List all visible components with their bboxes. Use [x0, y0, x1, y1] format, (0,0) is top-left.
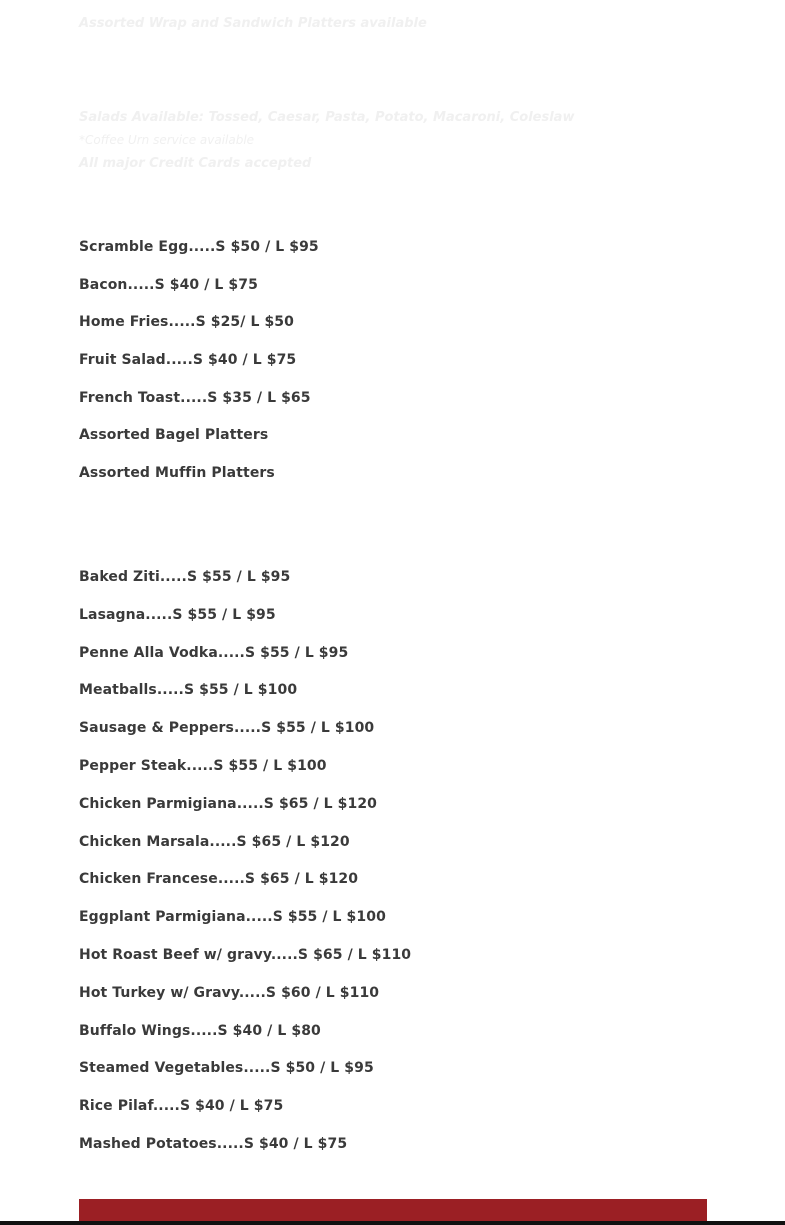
menu-item: Pepper Steak.....S $55 / L $100: [79, 757, 327, 774]
menu-item: Fruit Salad.....S $40 / L $75: [79, 352, 297, 369]
menu-item: Buffalo Wings.....S $40 / L $80: [79, 1022, 321, 1039]
entree-menu-list: [79, 567, 411, 1172]
menu-item: Home Fries.....S $25/ L $50: [79, 314, 294, 331]
menu-item: Chicken Parmigiana.....S $65 / L $120: [79, 795, 378, 812]
menu-item: Lasagna.....S $55 / L $95: [79, 606, 276, 623]
menu-item: Scramble Egg.....S $50 / L $95: [79, 239, 319, 255]
menu-item: Hot Roast Beef w/ gravy.....S $65 / L $110: [79, 946, 412, 963]
menu-item: Chicken Francese.....S $65 / L $120: [79, 871, 359, 888]
menu-item: Eggplant Parmigiana.....S $55 / L $100: [79, 909, 386, 926]
breakfast-menu-list: [79, 237, 319, 501]
menu-item: Baked Ziti.....S $55 / L $95: [79, 569, 291, 585]
menu-item: Penne Alla Vodka.....S $55 / L $95: [79, 644, 349, 661]
faded-note-credit-cards: All major Credit Cards accepted: [79, 156, 312, 171]
menu-item: Hot Turkey w/ Gravy.....S $60 / L $110: [79, 984, 380, 1001]
menu-item: Sausage & Peppers.....S $55 / L $100: [79, 720, 375, 737]
menu-item: Steamed Vegetables.....S $50 / L $95: [79, 1060, 374, 1077]
menu-item: Bacon.....S $40 / L $75: [79, 276, 258, 293]
menu-item: Mashed Potatoes.....S $40 / L $75: [79, 1135, 348, 1152]
menu-item: French Toast.....S $35 / L $65: [79, 389, 311, 406]
faded-note-platters: Assorted Wrap and Sandwich Platters available: [79, 16, 427, 31]
menu-item: Assorted Bagel Platters: [79, 427, 269, 444]
menu-item: Chicken Marsala.....S $65 / L $120: [79, 833, 350, 850]
menu-item: Rice Pilaf.....S $40 / L $75: [79, 1098, 284, 1115]
faded-note-coffee: *Coffee Urn service available: [79, 133, 255, 147]
menu-item: Assorted Muffin Platters: [79, 465, 275, 482]
faded-note-salads: Salads Available: Tossed, Caesar, Pasta, Potato, Macaroni, Coleslaw: [79, 110, 575, 125]
menu-item: Meatballs.....S $55 / L $100: [79, 682, 298, 699]
bottom-divider: [0, 1221, 785, 1225]
